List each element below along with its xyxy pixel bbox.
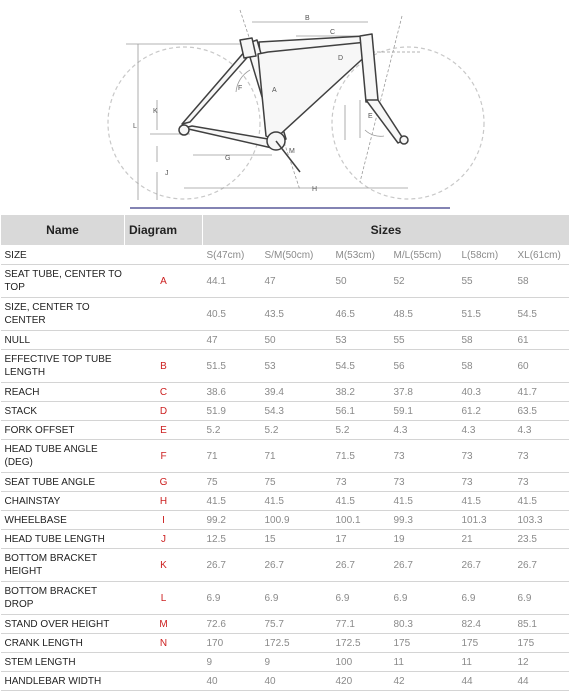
size-value: 73 [514,473,569,492]
size-value: 5.2 [203,421,261,440]
size-value: 60 [514,350,569,383]
bike-geometry-diagram [0,0,569,214]
size-value: 75 [261,473,332,492]
size-value: 172.5 [332,634,390,653]
row-diagram-letter: B [125,350,203,383]
size-value: 75.7 [261,615,332,634]
diagram-letter-e: E [368,113,373,120]
size-value: L(58cm) [458,246,514,265]
geometry-table [0,214,569,691]
row-diagram-letter: E [125,421,203,440]
size-value: 4.3 [458,421,514,440]
diagram-letter-b: B [305,15,310,22]
row-diagram-letter [125,298,203,331]
size-value: 54.3 [261,402,332,421]
row-label: STAND OVER HEIGHT [1,615,125,634]
size-value: 37.8 [390,383,458,402]
table-row [1,653,569,672]
table-row [1,331,569,350]
row-label: FORK OFFSET [1,421,125,440]
table-row [1,492,569,511]
size-value: 26.7 [390,549,458,582]
row-label: SEAT TUBE ANGLE [1,473,125,492]
size-value: 72.6 [203,615,261,634]
row-label: CRANK LENGTH [1,634,125,653]
table-header-row [1,215,569,246]
diagram-letter-d: D [338,55,343,62]
size-value: 26.7 [514,549,569,582]
size-value: 80.3 [390,615,458,634]
size-value: 55 [390,331,458,350]
size-value: 44.1 [203,265,261,298]
size-value: 38.6 [203,383,261,402]
size-value: 172.5 [261,634,332,653]
row-diagram-letter: G [125,473,203,492]
row-diagram-letter: I [125,511,203,530]
size-value: 54.5 [332,350,390,383]
size-value: 51.9 [203,402,261,421]
size-value: 41.5 [390,492,458,511]
size-value: 21 [458,530,514,549]
size-value: 63.5 [514,402,569,421]
table-row [1,582,569,615]
row-diagram-letter: M [125,615,203,634]
size-value: 23.5 [514,530,569,549]
size-value: 103.3 [514,511,569,530]
size-value: 38.2 [332,383,390,402]
table-row [1,511,569,530]
size-value: 26.7 [203,549,261,582]
size-value: S/M(50cm) [261,246,332,265]
front-wheel [332,47,484,199]
size-value: 48.5 [390,298,458,331]
size-value: 6.9 [332,582,390,615]
size-value: 17 [332,530,390,549]
header-name: Name [1,215,125,246]
size-value: 6.9 [203,582,261,615]
size-value: 77.1 [332,615,390,634]
size-value: 26.7 [332,549,390,582]
size-value: 85.1 [514,615,569,634]
size-value: 71.5 [332,440,390,473]
size-value: 58 [514,265,569,298]
size-value: 12 [514,653,569,672]
size-value: 54.5 [514,298,569,331]
row-diagram-letter: C [125,383,203,402]
table-row [1,350,569,383]
size-value: 39.4 [261,383,332,402]
size-value: 75 [203,473,261,492]
size-value: 61.2 [458,402,514,421]
size-value: 26.7 [261,549,332,582]
size-value: 100.9 [261,511,332,530]
size-value: 99.2 [203,511,261,530]
row-label: STEM LENGTH [1,653,125,672]
row-diagram-letter: L [125,582,203,615]
size-value: 55 [458,265,514,298]
size-value: 56 [390,350,458,383]
size-value: 53 [261,350,332,383]
diagram-letter-c: C [330,29,335,36]
header-sizes: Sizes [203,215,569,246]
size-value: 40 [203,672,261,691]
size-value: 56.1 [332,402,390,421]
row-diagram-letter: H [125,492,203,511]
size-value: M/L(55cm) [390,246,458,265]
size-value: 101.3 [458,511,514,530]
size-value: 73 [458,440,514,473]
size-value: 47 [203,331,261,350]
size-value: 82.4 [458,615,514,634]
size-value: M(53cm) [332,246,390,265]
size-value: 6.9 [458,582,514,615]
row-label: BOTTOM BRACKET DROP [1,582,125,615]
diagram-letter-g: G [225,155,230,162]
table-row [1,615,569,634]
size-value: 40.3 [458,383,514,402]
size-value: 73 [458,473,514,492]
size-value: 73 [390,473,458,492]
row-label: NULL [1,331,125,350]
size-value: 41.5 [203,492,261,511]
size-value: 47 [261,265,332,298]
size-value: 4.3 [390,421,458,440]
table-row [1,383,569,402]
size-value: 41.5 [458,492,514,511]
row-label: HEAD TUBE ANGLE (DEG) [1,440,125,473]
size-value: S(47cm) [203,246,261,265]
size-value: 71 [261,440,332,473]
size-value: 5.2 [261,421,332,440]
size-value: 51.5 [458,298,514,331]
row-diagram-letter: K [125,549,203,582]
row-label: HANDLEBAR WIDTH [1,672,125,691]
size-value: 58 [458,350,514,383]
size-value: 100.1 [332,511,390,530]
size-value: 44 [458,672,514,691]
size-value: 99.3 [390,511,458,530]
row-diagram-letter: N [125,634,203,653]
size-value: 4.3 [514,421,569,440]
diagram-letter-k: K [153,108,158,115]
size-value: 5.2 [332,421,390,440]
size-value: 40 [261,672,332,691]
table-row [1,265,569,298]
diagram-letter-f: F [238,85,242,92]
size-value: 175 [458,634,514,653]
size-value: 41.5 [514,492,569,511]
row-label: HEAD TUBE LENGTH [1,530,125,549]
row-label: SIZE, CENTER TO CENTER [1,298,125,331]
size-value: 61 [514,331,569,350]
row-label: BOTTOM BRACKET HEIGHT [1,549,125,582]
size-value: 71 [203,440,261,473]
diagram-letter-a: A [272,87,277,94]
size-value: 58 [458,331,514,350]
size-value: 41.7 [514,383,569,402]
size-value: 73 [390,440,458,473]
row-label: WHEELBASE [1,511,125,530]
row-diagram-letter [125,246,203,265]
row-label: SEAT TUBE, CENTER TO TOP [1,265,125,298]
row-label: CHAINSTAY [1,492,125,511]
size-value: 41.5 [261,492,332,511]
table-row [1,421,569,440]
size-value: 11 [390,653,458,672]
row-diagram-letter [125,331,203,350]
size-value: 19 [390,530,458,549]
row-label: SIZE [1,246,125,265]
row-diagram-letter [125,653,203,672]
size-value: 40.5 [203,298,261,331]
size-value: 73 [332,473,390,492]
table-row [1,298,569,331]
diagram-letter-m: M [289,148,295,155]
diagram-letter-h: H [312,186,317,193]
table-row [1,402,569,421]
size-value: XL(61cm) [514,246,569,265]
size-value: 6.9 [514,582,569,615]
table-row [1,473,569,492]
table-row [1,530,569,549]
size-value: 9 [203,653,261,672]
row-diagram-letter: J [125,530,203,549]
size-value: 170 [203,634,261,653]
size-value: 15 [261,530,332,549]
row-label: STACK [1,402,125,421]
size-value: 50 [332,265,390,298]
size-value: 26.7 [458,549,514,582]
size-value: 51.5 [203,350,261,383]
table-row [1,246,569,265]
size-value: 6.9 [261,582,332,615]
size-value: 175 [390,634,458,653]
size-value: 59.1 [390,402,458,421]
size-value: 46.5 [332,298,390,331]
size-value: 6.9 [390,582,458,615]
header-diagram: Diagram [125,215,203,246]
size-value: 42 [390,672,458,691]
size-value: 175 [514,634,569,653]
size-value: 12.5 [203,530,261,549]
size-value: 41.5 [332,492,390,511]
size-value: 43.5 [261,298,332,331]
size-value: 50 [261,331,332,350]
row-label: REACH [1,383,125,402]
row-diagram-letter: D [125,402,203,421]
size-value: 9 [261,653,332,672]
table-row [1,634,569,653]
size-value: 420 [332,672,390,691]
size-value: 52 [390,265,458,298]
size-value: 100 [332,653,390,672]
size-value: 44 [514,672,569,691]
size-value: 73 [514,440,569,473]
row-diagram-letter: A [125,265,203,298]
row-diagram-letter: F [125,440,203,473]
table-row [1,549,569,582]
diagram-letter-j: J [165,170,169,177]
size-value: 53 [332,331,390,350]
size-value: 11 [458,653,514,672]
diagram-letter-l: L [133,123,137,130]
table-row [1,440,569,473]
row-label: EFFECTIVE TOP TUBE LENGTH [1,350,125,383]
